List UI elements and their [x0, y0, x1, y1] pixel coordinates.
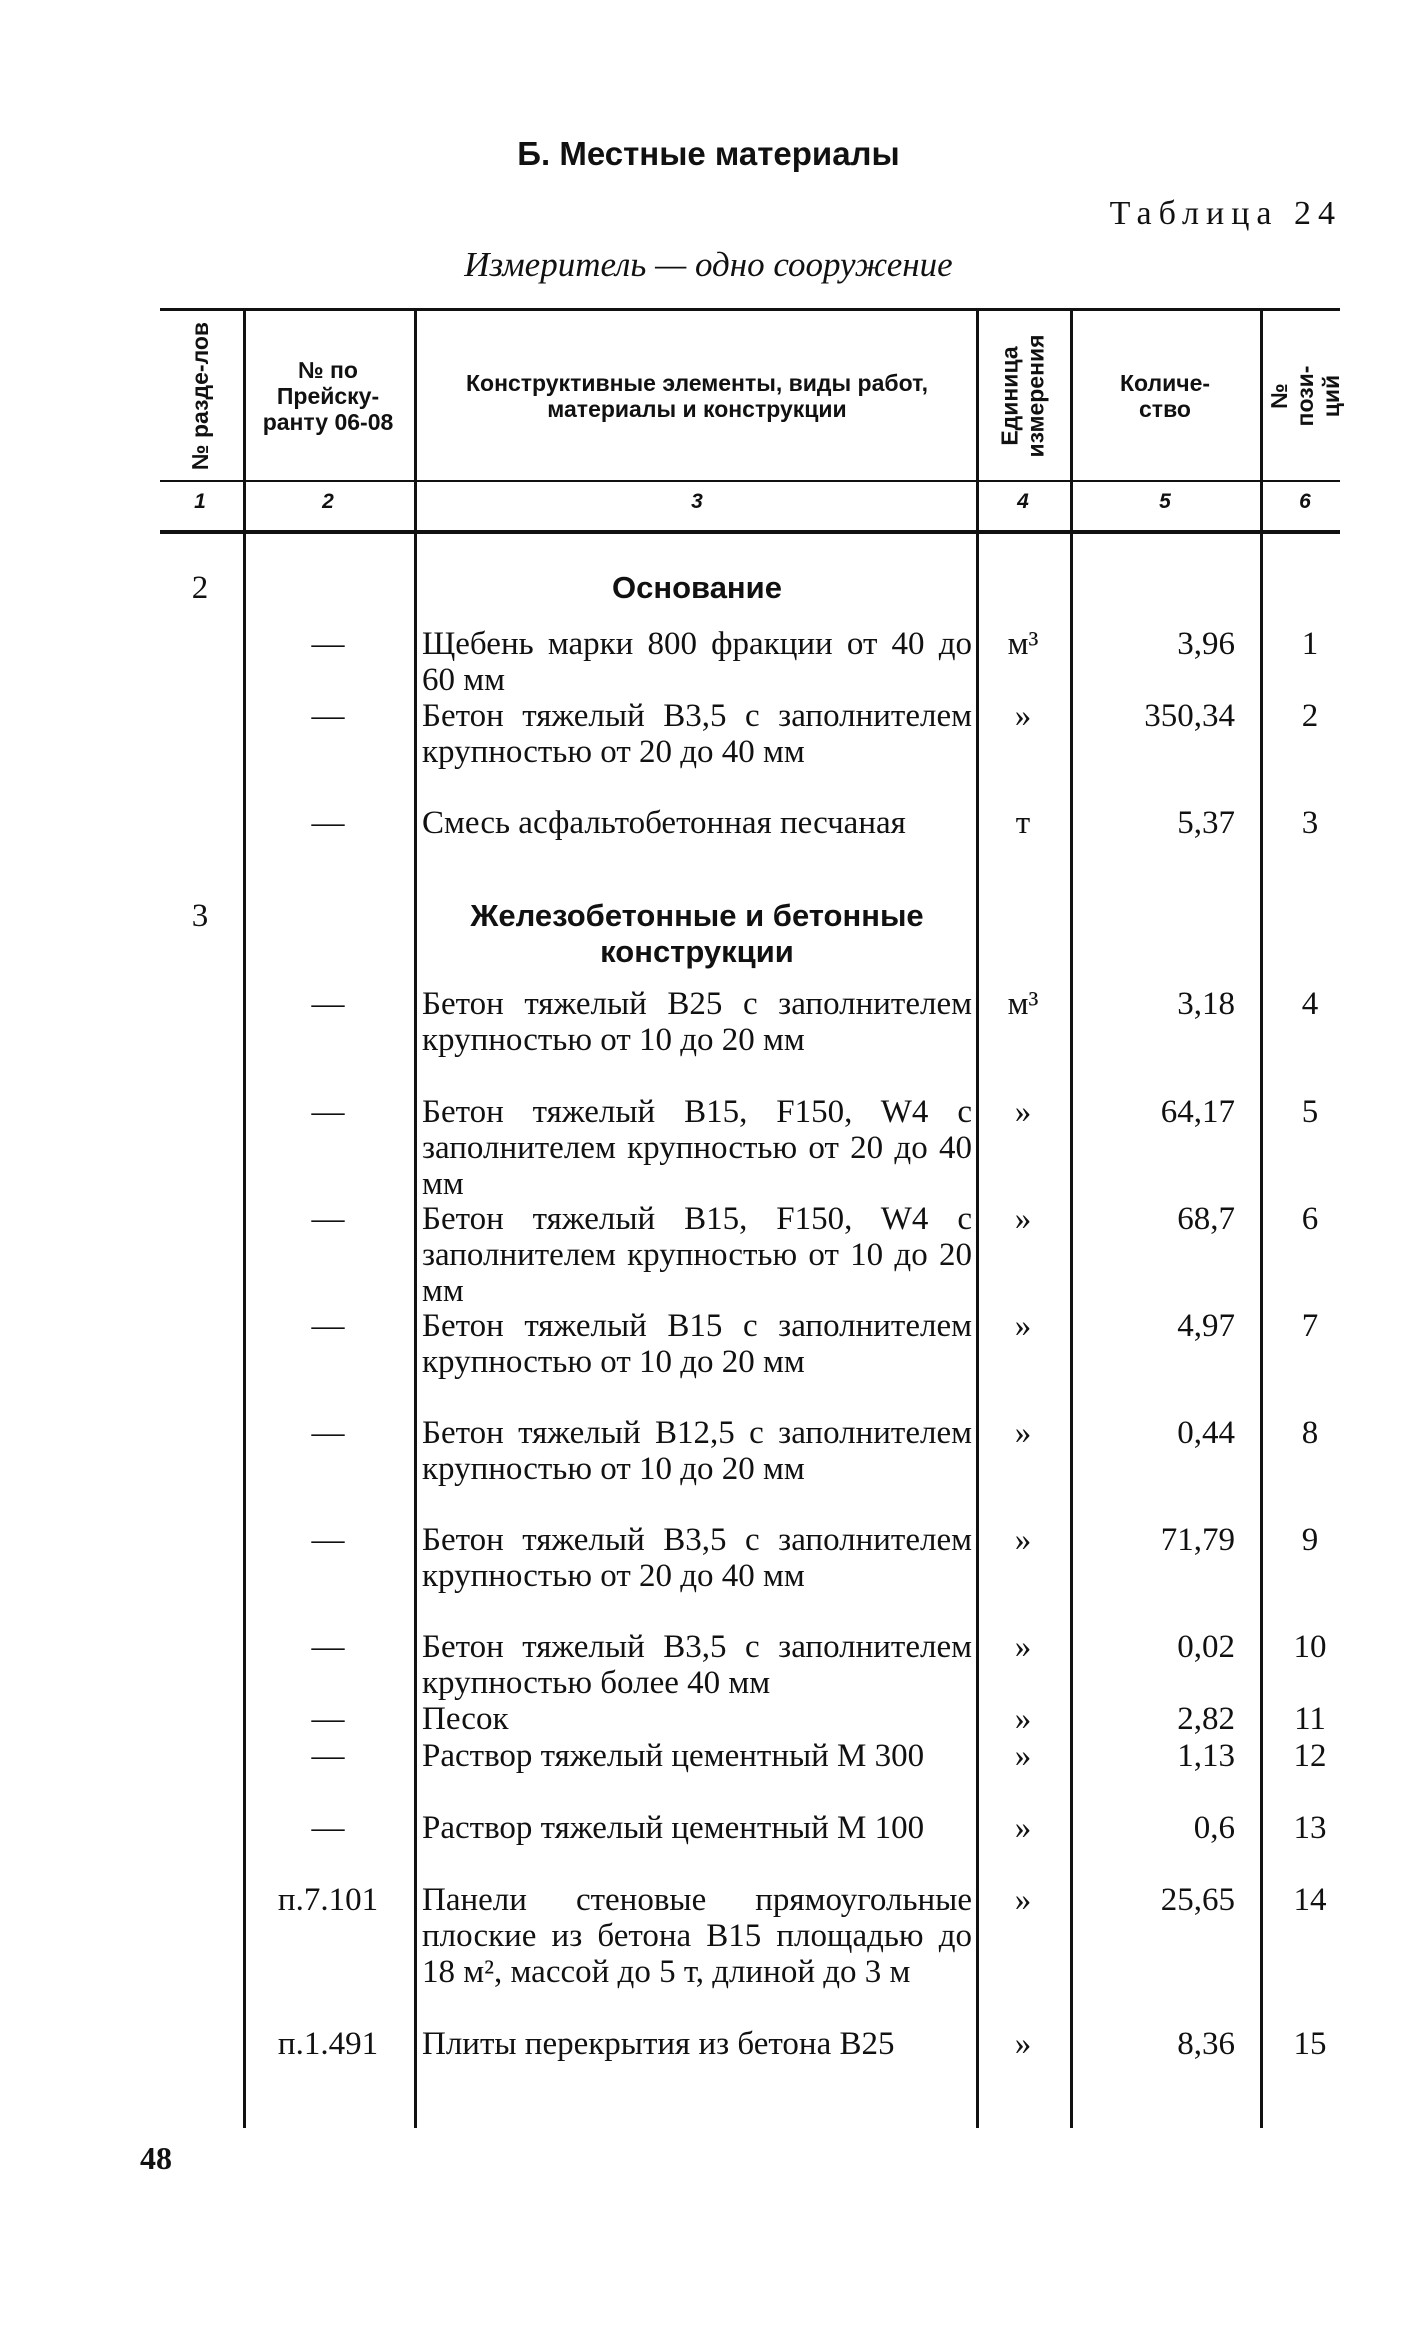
price-ref: —: [311, 1308, 345, 1344]
price-ref: —: [311, 1738, 345, 1774]
colnum-3: 3: [691, 490, 703, 513]
position-number: 14: [1293, 1882, 1327, 1918]
colnum-2: 2: [322, 490, 334, 513]
position-number: 7: [1301, 1308, 1319, 1344]
unit: т: [1015, 805, 1031, 841]
header-description: Конструктивные элементы, виды работ, материалы и конструкции: [465, 369, 928, 422]
item-description: Бетон тяжелый В3,5 с заполнителем крупностью от 20 до 40 мм: [422, 1522, 972, 1594]
table-top-rule: [160, 308, 1340, 311]
price-ref: п.1.491: [277, 2026, 379, 2062]
item-description: Бетон тяжелый В15 с заполнителем крупностью от 10 до 20 мм: [422, 1308, 972, 1380]
position-number: 1: [1301, 626, 1319, 662]
item-description: Щебень марки 800 фракции от 40 до 60 мм: [422, 626, 972, 698]
col-divider-4: [1070, 308, 1073, 2128]
quantity: 350,34: [1144, 698, 1235, 734]
unit: »: [1014, 1810, 1032, 1846]
item-description: Бетон тяжелый В3,5 с заполнителем крупностью более 40 мм: [422, 1629, 972, 1701]
section-number: 2: [191, 570, 209, 606]
item-description: Смесь асфальтобетонная песчаная: [422, 805, 906, 841]
item-description: Раствор тяжелый цементный М 300: [422, 1738, 925, 1774]
position-number: 9: [1301, 1522, 1319, 1558]
header-quantity: Количе-ство: [1119, 369, 1211, 422]
page-number: 48: [140, 2140, 172, 2176]
position-number: 12: [1293, 1738, 1327, 1774]
section-heading: Б. Местные материалы: [517, 135, 900, 172]
price-ref: —: [311, 1629, 345, 1665]
position-number: 10: [1293, 1629, 1327, 1665]
item-description: Бетон тяжелый В12,5 с заполнителем крупностью от 10 до 20 мм: [422, 1415, 972, 1487]
unit: »: [1014, 1415, 1032, 1451]
unit: »: [1014, 1201, 1032, 1237]
item-description: Бетон тяжелый В25 с заполнителем крупностью от 10 до 20 мм: [422, 986, 972, 1058]
item-description: Раствор тяжелый цементный М 100: [422, 1810, 925, 1846]
position-number: 5: [1301, 1094, 1319, 1130]
quantity: 25,65: [1160, 1882, 1235, 1918]
unit: »: [1014, 1629, 1032, 1665]
quantity: 64,17: [1160, 1094, 1235, 1130]
item-description: Песок: [422, 1701, 509, 1737]
quantity: 3,18: [1177, 986, 1235, 1022]
price-ref: —: [311, 698, 345, 734]
col-divider-5: [1260, 308, 1263, 2128]
item-description: Плиты перекрытия из бетона В25: [422, 2026, 895, 2062]
unit: »: [1014, 1738, 1032, 1774]
position-number: 8: [1301, 1415, 1319, 1451]
col-divider-2: [414, 308, 417, 2128]
position-number: 11: [1294, 1701, 1326, 1737]
item-description: Панели стеновые прямоугольные плоские из бетона В15 площадью до 18 м², массой до 5 т, длиной до 3 м: [422, 1882, 972, 1990]
quantity: 0,6: [1193, 1810, 1235, 1846]
position-number: 3: [1301, 805, 1319, 841]
price-ref: —: [311, 805, 345, 841]
colnum-4: 4: [1017, 490, 1029, 513]
header-section-no: № разде-лов: [187, 321, 214, 470]
quantity: 0,02: [1177, 1629, 1235, 1665]
price-ref: —: [311, 1701, 345, 1737]
table-label: Таблица 24: [1109, 195, 1342, 232]
position-number: 2: [1301, 698, 1319, 734]
header-unit: Единица измерения: [997, 333, 1049, 458]
header-bottom-rule: [160, 480, 1340, 482]
position-number: 13: [1293, 1810, 1327, 1846]
quantity: 0,44: [1177, 1415, 1235, 1451]
header-price-list-no: № по Прейску-ранту 06-08: [262, 356, 394, 435]
header-position-no: № пози-ций: [1266, 365, 1344, 426]
item-description: Бетон тяжелый В3,5 с заполнителем крупностью от 20 до 40 мм: [422, 698, 972, 770]
unit: м³: [1007, 986, 1039, 1022]
section-title: Железобетонные и бетонные конструкции: [470, 898, 924, 969]
unit: »: [1014, 698, 1032, 734]
col-divider-1: [243, 308, 246, 2128]
price-ref: —: [311, 1094, 345, 1130]
position-number: 6: [1301, 1201, 1319, 1237]
quantity: 3,96: [1177, 626, 1235, 662]
price-ref: —: [311, 1201, 345, 1237]
unit: »: [1014, 1308, 1032, 1344]
quantity: 2,82: [1177, 1701, 1235, 1737]
unit: »: [1014, 2026, 1032, 2062]
price-ref: —: [311, 1415, 345, 1451]
quantity: 71,79: [1160, 1522, 1235, 1558]
price-ref: п.7.101: [277, 1882, 379, 1918]
colnum-1: 1: [194, 490, 206, 513]
unit: »: [1014, 1522, 1032, 1558]
price-ref: —: [311, 1522, 345, 1558]
unit: »: [1014, 1094, 1032, 1130]
quantity: 68,7: [1177, 1201, 1235, 1237]
unit: »: [1014, 1882, 1032, 1918]
quantity: 8,36: [1177, 2026, 1235, 2062]
section-number: 3: [191, 898, 209, 934]
position-number: 4: [1301, 986, 1319, 1022]
unit: »: [1014, 1701, 1032, 1737]
price-ref: —: [311, 626, 345, 662]
item-description: Бетон тяжелый В15, F150, W4 с заполнителем крупностью от 10 до 20 мм: [422, 1201, 972, 1309]
price-ref: —: [311, 986, 345, 1022]
quantity: 4,97: [1177, 1308, 1235, 1344]
quantity: 5,37: [1177, 805, 1235, 841]
colnum-5: 5: [1159, 490, 1171, 513]
measure-caption: Измеритель — одно сооружение: [464, 245, 953, 284]
position-number: 15: [1293, 2026, 1327, 2062]
price-ref: —: [311, 1810, 345, 1846]
colnum-6: 6: [1299, 490, 1311, 513]
item-description: Бетон тяжелый В15, F150, W4 с заполнителем крупностью от 20 до 40 мм: [422, 1094, 972, 1202]
unit: м³: [1007, 626, 1039, 662]
section-title: Основание: [612, 570, 782, 605]
colnum-bottom-rule: [160, 530, 1340, 534]
col-divider-3: [976, 308, 979, 2128]
quantity: 1,13: [1177, 1738, 1235, 1774]
